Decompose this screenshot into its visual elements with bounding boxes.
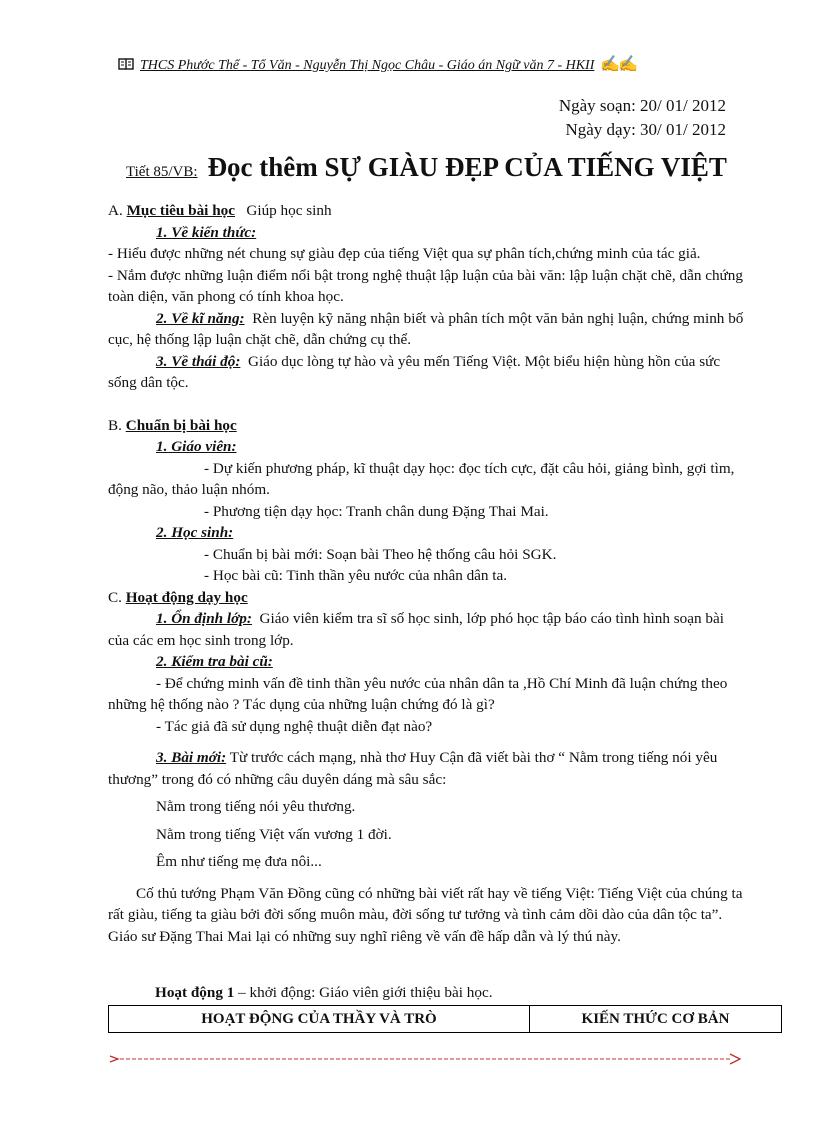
page-header: [118, 54, 758, 74]
review-label: 2. Kiểm tra bài cũ:: [156, 653, 273, 670]
quote-paragraph: Cố thủ tướng Phạm Văn Đồng cũng có những bài viết rất hay về tiếng Việt: Tiếng Việt của chúng ta rất giàu, tiếng ta giàu bởi đời sống muôn màu, đời sống tư tưởng và tình cảm dồi dào của dân tộc ta”. Giáo sư Đặng Thai Mai lại có những suy nghĩ riêng về vấn đề hấp dẫn và lý thú này.: [108, 884, 743, 945]
class-check-paragraph: 1. Ổn định lớp: Giáo viên kiểm tra sĩ số học sinh, lớp phó học tập báo cáo tình hình soạn bài của các em học sinh trong lớp.: [108, 610, 724, 649]
activity-table-header: [108, 1005, 782, 1033]
student-item: - Học bài cũ: Tinh thần yêu nước của nhân dân ta.: [204, 567, 508, 584]
date-taught: Ngày dạy: 30/ 01/ 2012: [565, 120, 726, 139]
table-col-activity: HOẠT ĐỘNG CỦA THẦY VÀ TRÒ: [109, 1006, 530, 1032]
review-question: - Tác giả đã sử dụng nghệ thuật diễn đạt nào?: [156, 717, 433, 735]
date-block: [559, 94, 726, 142]
lesson-title: [126, 152, 727, 183]
knowledge-label: 1. Về kiến thức:: [156, 223, 257, 241]
poem: [108, 796, 748, 873]
new-lesson-paragraph: 3. Bài mới: Từ trước cách mạng, nhà thơ Huy Cận đã viết bài thơ “ Nằm trong tiếng nói yêu thương” trong đó có những câu duyên dáng mà sâu sắc:: [108, 749, 718, 788]
review-question: - Để chứng minh vấn đề tinh thần yêu nước của nhân dân ta ,Hồ Chí Minh đã luận chứng theo những hệ thống nào ? Tác dụng của những luận chứng đó là gì?: [108, 674, 728, 713]
poem-line: Êm như tiếng mẹ đưa nôi...: [156, 853, 322, 870]
ornament-icon: ✍✍: [600, 56, 637, 73]
footer-divider: [108, 1052, 742, 1066]
teacher-item: - Phương tiện dạy học: Tranh chân dung Đặng Thai Mai.: [204, 502, 549, 520]
book-icon: [118, 58, 134, 70]
table-col-knowledge: KIẾN THỨC CƠ BẢN: [581, 1010, 730, 1027]
skill-paragraph: 2. Về kĩ năng: Rèn luyện kỹ năng nhận biết và phân tích một văn bản nghị luận, chứng minh bố cục, hệ thống lập luận chặt chẽ, dẫn chứng cụ thể.: [108, 309, 744, 348]
section-b-heading: B. Chuẩn bị bài học: [108, 416, 237, 434]
poem-line: Nằm trong tiếng nói yêu thương.: [156, 798, 356, 815]
activity-line: Hoạt động 1 – khởi động: Giáo viên giới thiệu bài học.: [155, 984, 493, 1001]
knowledge-item: - Hiểu được những nét chung sự giàu đẹp của tiếng Việt qua sự phân tích,chứng minh của tác giả.: [108, 245, 701, 262]
attitude-paragraph: 3. Về thái độ: Giáo dục lòng tự hào và yêu mến Tiếng Việt. Một biểu hiện hùng hồn của sức sống dân tộc.: [108, 352, 721, 391]
section-a-heading: A. Mục tiêu bài học Giúp học sinh: [108, 202, 332, 219]
lesson-name: Đọc thêm SỰ GIÀU ĐẸP CỦA TIẾNG VIỆT: [207, 152, 727, 182]
lesson-number: Tiết 85/VB:: [126, 164, 198, 180]
lesson-body: [108, 200, 748, 947]
student-item: - Chuẩn bị bài mới: Soạn bài Theo hệ thống câu hỏi SGK.: [204, 545, 557, 563]
date-prepared: Ngày soạn: 20/ 01/ 2012: [558, 96, 726, 115]
knowledge-item: - Nắm được những luận điểm nổi bật trong nghệ thuật lập luận của bài văn: lập luận chặt chẽ, dẫn chứng toàn diện, văn phong có tính khoa học.: [108, 266, 743, 305]
header-text: THCS Phước Thể - Tổ Văn - Nguyễn Thị Ngọc Châu - Giáo án Ngữ văn 7 - HKII: [140, 58, 595, 73]
teacher-item: - Dự kiến phương pháp, kĩ thuật dạy học: đọc tích cực, đặt câu hỏi, giảng bình, gợi tìm, động não, thảo luận nhóm.: [108, 459, 735, 498]
teacher-label: 1. Giáo viên:: [156, 438, 237, 455]
section-c-heading: C. Hoạt động dạy học: [108, 588, 248, 606]
student-label: 2. Học sinh:: [156, 524, 234, 541]
poem-line: Nằm trong tiếng Việt vấn vương 1 đời.: [156, 825, 392, 843]
